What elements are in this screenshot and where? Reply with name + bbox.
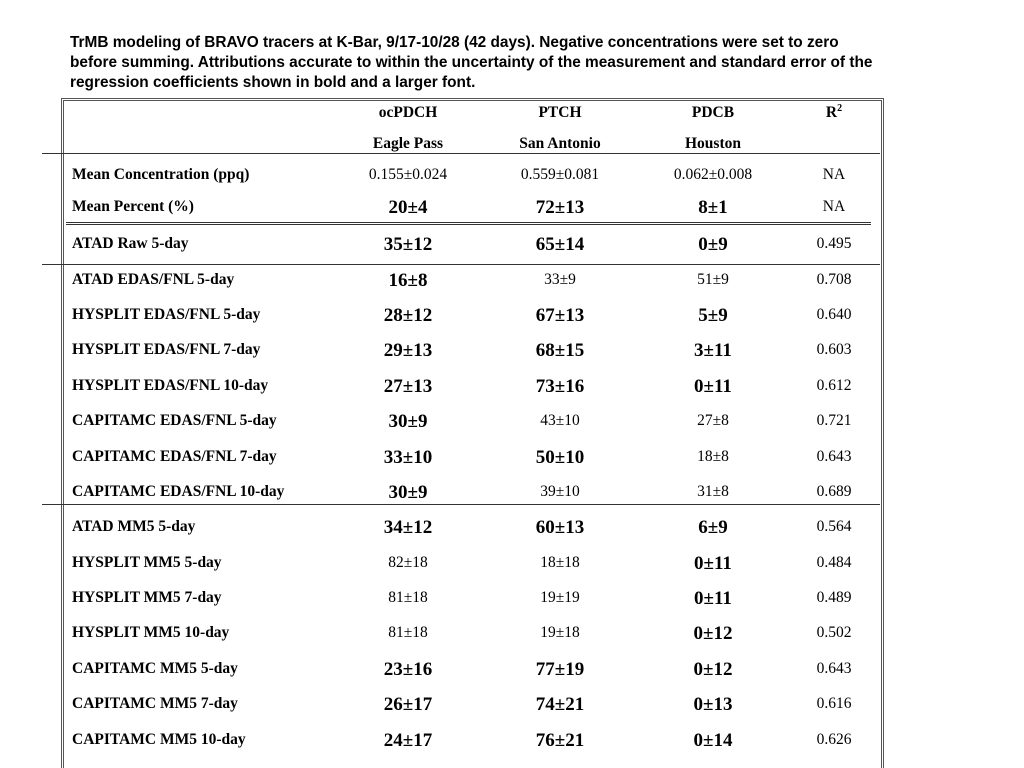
cell-ptch: 73±16 <box>535 376 585 397</box>
cell-ptch: 76±21 <box>535 730 585 751</box>
cell-ocpdch: 81±18 <box>388 589 428 606</box>
col-header-houston: Houston <box>685 135 741 152</box>
cell-ptch: 67±13 <box>535 305 585 326</box>
row-label: CAPITAMC MM5 5-day <box>72 660 238 677</box>
cell-pdcb: 0.062±0.008 <box>673 166 753 183</box>
col-header-san-antonio: San Antonio <box>519 135 601 152</box>
cell-ptch: 39±10 <box>540 483 580 500</box>
row-label: ATAD MM5 5-day <box>72 518 196 535</box>
rule-below-mean-percent <box>66 222 871 225</box>
cell-pdcb: 27±8 <box>697 412 729 429</box>
cell-ptch: 33±9 <box>544 271 576 288</box>
cell-ptch: 72±13 <box>535 197 585 218</box>
row-label: CAPITAMC EDAS/FNL 10-day <box>72 483 285 500</box>
cell-ptch: 0.559±0.081 <box>520 166 600 183</box>
cell-ptch: 65±14 <box>535 234 585 255</box>
cell-r2: 0.603 <box>816 341 852 358</box>
cell-r2: 0.643 <box>816 448 852 465</box>
cell-ocpdch: 23±16 <box>383 659 433 680</box>
cell-pdcb: 0±12 <box>693 623 733 644</box>
cell-ocpdch: 28±12 <box>383 305 433 326</box>
cell-pdcb: 3±11 <box>694 340 732 361</box>
cell-r2: 0.626 <box>816 731 852 748</box>
cell-pdcb: 31±8 <box>697 483 729 500</box>
cell-ocpdch: 34±12 <box>383 517 433 538</box>
row-label: HYSPLIT MM5 5-day <box>72 554 222 571</box>
cell-ptch: 50±10 <box>535 447 585 468</box>
cell-r2: 0.643 <box>816 660 852 677</box>
col-header-r-squared: $R^2$ <box>825 102 843 121</box>
cell-pdcb: 5±9 <box>698 305 728 326</box>
cell-r2: 0.495 <box>816 235 852 252</box>
row-label: CAPITAMC MM5 10-day <box>72 731 246 748</box>
cell-r2: NA <box>822 166 846 183</box>
cell-pdcb: 0±13 <box>693 694 733 715</box>
table-caption: TrMB modeling of BRAVO tracers at K-Bar, 9/17-10/28 (42 days). Negative concentrations were set to zero before summing. Attributions accurate to within the uncertainty of the measurement and standard error of the regression coefficients shown in bold and a larger font. <box>70 34 873 91</box>
cell-pdcb: 51±9 <box>697 271 729 288</box>
cell-r2: 0.640 <box>816 306 852 323</box>
cell-ocpdch: 29±13 <box>383 340 433 361</box>
cell-ptch: 74±21 <box>535 694 585 715</box>
row-label: HYSPLIT MM5 10-day <box>72 624 230 641</box>
row-label: CAPITAMC EDAS/FNL 5-day <box>72 412 277 429</box>
row-label: ATAD Raw 5-day <box>72 235 189 252</box>
cell-pdcb: 0±11 <box>694 553 732 574</box>
rule-below-edas-group <box>42 504 880 505</box>
cell-ptch: 18±18 <box>540 554 580 571</box>
row-label: HYSPLIT EDAS/FNL 7-day <box>72 341 261 358</box>
cell-ocpdch: 33±10 <box>383 447 433 468</box>
r-squared-exponent: 2 <box>837 102 843 114</box>
cell-ocpdch: 20±4 <box>388 197 428 218</box>
row-label: HYSPLIT EDAS/FNL 10-day <box>72 377 269 394</box>
cell-ptch: 43±10 <box>540 412 580 429</box>
cell-ptch: 77±19 <box>535 659 585 680</box>
cell-r2: 0.689 <box>816 483 852 500</box>
cell-pdcb: 0±14 <box>693 730 733 751</box>
cell-ocpdch: 16±8 <box>388 270 428 291</box>
cell-r2: 0.721 <box>816 412 852 429</box>
row-label: CAPITAMC MM5 7-day <box>72 695 238 712</box>
cell-ptch: 60±13 <box>535 517 585 538</box>
cell-r2: 0.616 <box>816 695 852 712</box>
row-label: Mean Percent (%) <box>72 198 194 215</box>
cell-ptch: 68±15 <box>535 340 585 361</box>
cell-r2: 0.708 <box>816 271 852 288</box>
col-header-pdcb: PDCB <box>691 104 735 121</box>
cell-r2: NA <box>822 198 846 215</box>
cell-r2: 0.484 <box>816 554 852 571</box>
cell-ptch: 19±18 <box>540 624 580 641</box>
cell-ocpdch: 30±9 <box>388 482 428 503</box>
row-label: HYSPLIT EDAS/FNL 5-day <box>72 306 261 323</box>
cell-ptch: 19±19 <box>540 589 580 606</box>
cell-ocpdch: 82±18 <box>388 554 428 571</box>
rule-below-atad-raw <box>42 264 880 265</box>
cell-r2: 0.502 <box>816 624 852 641</box>
cell-pdcb: 0±9 <box>698 234 728 255</box>
cell-ocpdch: 81±18 <box>388 624 428 641</box>
cell-ocpdch: 30±9 <box>388 411 428 432</box>
row-label: HYSPLIT MM5 7-day <box>72 589 222 606</box>
row-label: CAPITAMC EDAS/FNL 7-day <box>72 448 277 465</box>
cell-pdcb: 0±11 <box>694 376 732 397</box>
cell-r2: 0.612 <box>816 377 852 394</box>
cell-ocpdch: 0.155±0.024 <box>368 166 448 183</box>
cell-pdcb: 8±1 <box>698 197 728 218</box>
cell-r2: 0.564 <box>816 518 852 535</box>
cell-pdcb: 0±12 <box>693 659 733 680</box>
row-label: ATAD EDAS/FNL 5-day <box>72 271 235 288</box>
cell-ocpdch: 35±12 <box>383 234 433 255</box>
col-header-ptch: PTCH <box>538 104 582 121</box>
cell-ocpdch: 26±17 <box>383 694 433 715</box>
cell-pdcb: 6±9 <box>698 517 728 538</box>
cell-r2: 0.489 <box>816 589 852 606</box>
col-header-eagle-pass: Eagle Pass <box>372 135 444 152</box>
cell-pdcb: 18±8 <box>697 448 729 465</box>
cell-ocpdch: 24±17 <box>383 730 433 751</box>
cell-ocpdch: 27±13 <box>383 376 433 397</box>
cell-pdcb: 0±11 <box>694 588 732 609</box>
row-label: Mean Concentration (ppq) <box>72 166 250 183</box>
col-header-ocpdch: ocPDCH <box>378 104 438 121</box>
